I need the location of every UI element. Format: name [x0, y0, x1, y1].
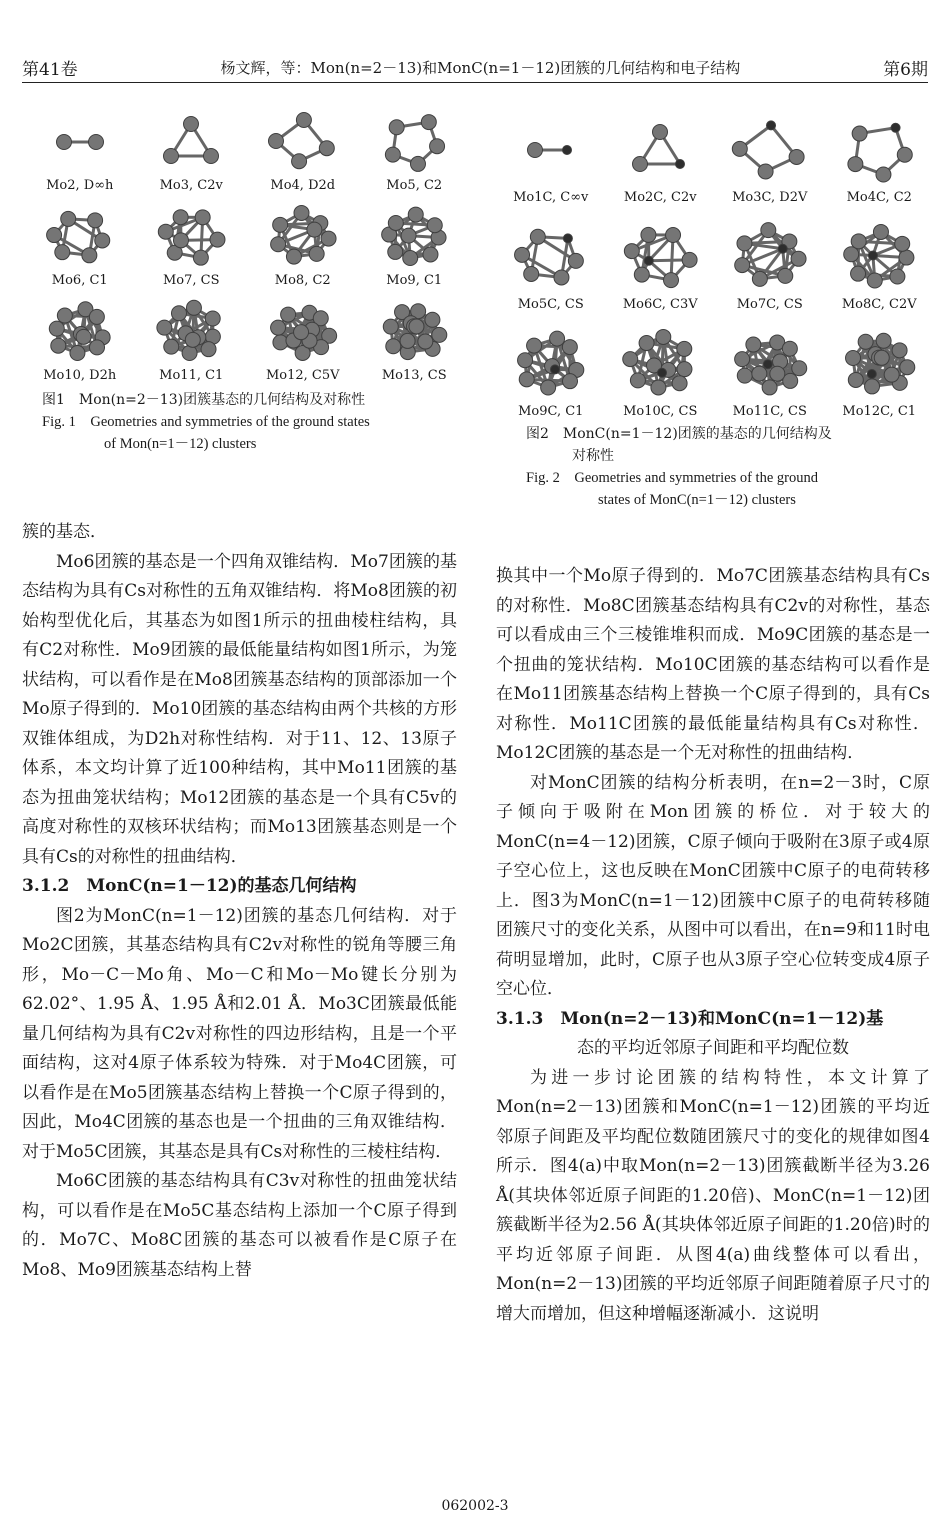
cluster-structure: [363, 108, 467, 193]
mo-atom: [874, 224, 889, 239]
carbon-atom: [676, 160, 685, 169]
mo-atom: [732, 141, 747, 156]
cluster-label: Mo2C, C2v: [623, 190, 697, 205]
mo-atom: [677, 341, 692, 356]
cluster-label: Mo11C, CS: [732, 404, 807, 419]
figure-2-caption-en-2: states of MonC(n=1－12) clusters: [598, 492, 796, 508]
cluster-structure: [363, 298, 467, 383]
mo-atom: [875, 350, 890, 365]
mo-atom: [422, 115, 437, 130]
mo-atom: [272, 217, 287, 232]
cluster-structure: [719, 112, 821, 205]
mo-atom: [526, 338, 541, 353]
mo-atom: [884, 367, 899, 382]
carbon-atom: [868, 369, 877, 378]
cluster-label: Mo12C, C1: [842, 404, 917, 419]
mo-atom: [70, 346, 85, 361]
mo-atom: [651, 380, 666, 395]
cluster-structure: [829, 219, 931, 312]
cluster-structure: [500, 219, 602, 312]
mo-atom: [51, 338, 66, 353]
cluster-structure: [829, 112, 931, 205]
cluster-label: Mo8, C2: [274, 273, 331, 288]
mo-atom: [210, 232, 225, 247]
mo-atom: [737, 236, 752, 251]
mo-atom: [270, 320, 285, 335]
mo-atom: [195, 210, 210, 225]
mo-atom: [164, 149, 179, 164]
cluster-image: [834, 219, 924, 295]
mo-atom: [57, 308, 72, 323]
mo-atom: [633, 157, 648, 172]
mo-atom: [418, 334, 433, 349]
mo-atom: [270, 237, 285, 252]
mo-atom: [321, 231, 336, 246]
cluster-label: Mo10, D2h: [43, 368, 117, 383]
mo-atom: [56, 135, 71, 150]
cluster-label: Mo2, D∞h: [46, 178, 114, 193]
mo-atom: [664, 273, 679, 288]
mo-atom: [159, 224, 174, 239]
mo-atom: [656, 329, 671, 344]
cluster-label: Mo9, C1: [386, 273, 443, 288]
mo-atom: [286, 249, 301, 264]
mo-atom: [408, 207, 423, 222]
mo-atom: [89, 309, 104, 324]
mo-atom: [309, 246, 324, 261]
cluster-structure: [251, 108, 355, 193]
mo-atom: [734, 258, 749, 273]
mo-atom: [852, 126, 867, 141]
cluster-image: [834, 326, 924, 402]
cluster-image: [35, 108, 125, 176]
mo-atom: [762, 380, 777, 395]
figure-2-grid: [500, 112, 930, 419]
cluster-label: Mo4C, C2: [846, 190, 912, 205]
mo-atom: [430, 139, 445, 154]
mo-atom: [164, 339, 179, 354]
cluster-structure: [500, 112, 602, 205]
mo-atom: [514, 247, 529, 262]
issue-label: 第6期: [883, 59, 928, 80]
mo-atom: [204, 149, 219, 164]
cluster-label: Mo3C, D2V: [732, 190, 808, 205]
figure-2-caption-cn-2: 对称性: [572, 448, 614, 464]
mo-atom: [778, 268, 793, 283]
cluster-structure: [610, 219, 712, 312]
cluster-label: Mo13, CS: [381, 368, 447, 383]
carbon-atom: [550, 365, 559, 374]
paragraph: 换其中一个Mo原子得到的．Mo7C团簇基态结构具有Cs的对称性．Mo8C团簇基态结构具有C2v的对称性，基态可以看成由三个三棱锥堆积而成．Mo9C团簇的基态是一个扭曲的笼状结构．Mo10C团簇的基态结构可以看作是在Mo11团簇基态结构上替换一个C原子得到的，具有Cs对称性．Mo11C团簇的最低能量结构具有Cs对称性．Mo12C团簇的基态是一个无对称性的扭曲结构．: [496, 566, 930, 763]
header-rule: [22, 82, 928, 83]
cluster-image: [369, 108, 459, 176]
mo-atom: [734, 352, 749, 367]
cluster-structure: [28, 108, 132, 193]
cluster-image: [506, 326, 596, 402]
mo-atom: [425, 312, 440, 327]
mo-atom: [849, 372, 864, 387]
mo-atom: [268, 133, 283, 148]
cluster-image: [35, 298, 125, 366]
mo-atom: [523, 266, 538, 281]
mo-atom: [848, 157, 863, 172]
cluster-structure: [140, 108, 244, 193]
mo-atom: [761, 223, 776, 238]
mo-atom: [157, 320, 172, 335]
mo-atom: [411, 156, 426, 171]
mo-atom: [205, 311, 220, 326]
mo-atom: [55, 245, 70, 260]
cluster-image: [369, 203, 459, 271]
mo-atom: [895, 236, 910, 251]
cluster-label: Mo6, C1: [51, 273, 108, 288]
mo-atom: [307, 222, 322, 237]
mo-atom: [899, 250, 914, 265]
cluster-image: [146, 298, 236, 366]
mo-atom: [898, 147, 913, 162]
mo-atom: [389, 120, 404, 135]
mo-atom: [562, 340, 577, 355]
figure-2-caption-cn-1: 图2 MonC(n=1－12)团簇的基态的几何结构及: [526, 426, 832, 442]
figure-2-caption-en-1: Fig. 2 Geometries and symmetries of the ground: [526, 470, 818, 486]
mo-atom: [846, 350, 861, 365]
mo-atom: [892, 343, 907, 358]
mo-atom: [428, 218, 443, 233]
mo-atom: [89, 340, 104, 355]
mo-atom: [789, 149, 804, 164]
mo-atom: [517, 353, 532, 368]
cluster-label: Mo8C, C2V: [841, 297, 917, 312]
mo-atom: [858, 334, 873, 349]
paragraph: 对MonC团簇的结构分析表明，在n=2－3时，C原子倾向于吸附在Mon团簇的桥位．对于较大的MonC(n=4－12)团簇，C原子倾向于吸附在3原子或4原子空心位上，这也反映在MonC团簇中C原子的电荷转移上．图3为MonC(n=1－12)团簇中C原子的电荷转移随团簇尺寸的变化关系，从图中可以看出，在n=9和11时电荷明显增加，此时，C原子也从3原子空心位转变成4原子空心位．: [496, 772, 930, 999]
cluster-image: [146, 203, 236, 271]
mo-atom: [319, 141, 334, 156]
cluster-structure: [28, 203, 132, 288]
carbon-atom: [562, 146, 571, 155]
cluster-image: [615, 326, 705, 402]
mo-atom: [386, 147, 401, 162]
mo-atom: [868, 273, 883, 288]
carbon-atom: [778, 244, 787, 253]
mo-atom: [876, 167, 891, 182]
mo-atom: [770, 366, 785, 381]
mo-atom: [76, 329, 91, 344]
mo-atom: [876, 333, 891, 348]
mo-atom: [401, 228, 416, 243]
mo-atom: [403, 251, 418, 266]
mo-atom: [851, 234, 866, 249]
cluster-image: [725, 326, 815, 402]
cluster-label: Mo4, D2d: [270, 178, 336, 193]
cluster-structure: [363, 203, 467, 288]
mo-atom: [296, 112, 311, 127]
mo-atom: [194, 250, 209, 265]
cluster-image: [834, 112, 924, 188]
mo-atom: [562, 374, 577, 389]
carbon-atom: [766, 121, 775, 130]
running-header: [22, 52, 928, 82]
mo-atom: [386, 339, 401, 354]
mo-atom: [530, 229, 545, 244]
carbon-atom: [869, 251, 878, 260]
mo-atom: [527, 143, 542, 158]
mo-atom: [549, 331, 564, 346]
cluster-label: Mo11, C1: [159, 368, 224, 383]
mo-atom: [752, 271, 767, 286]
mo-atom: [737, 368, 752, 383]
figure-1-caption-en-1: Fig. 1 Geometries and symmetries of the ground states: [42, 414, 370, 430]
cluster-image: [506, 112, 596, 188]
carbon-atom: [645, 256, 654, 265]
cluster-label: Mo5, C2: [386, 178, 443, 193]
mo-atom: [94, 233, 109, 248]
figure-1-caption-en-2: of Mon(n=1－12) clusters: [104, 436, 257, 452]
figure-1-caption-cn: 图1 Mon(n=2－13)团簇基态的几何结构及对称性: [42, 392, 366, 408]
mo-atom: [174, 233, 189, 248]
cluster-image: [725, 219, 815, 295]
mo-atom: [173, 210, 188, 225]
cluster-image: [258, 298, 348, 366]
section-heading-3-1-2: 3.1.2 MonC(n=1－12)的基态几何结构: [22, 876, 357, 896]
mo-atom: [388, 244, 403, 259]
mo-atom: [890, 269, 905, 284]
cluster-structure: [251, 298, 355, 383]
cluster-image: [258, 203, 348, 271]
cluster-image: [35, 203, 125, 271]
left-column: [22, 518, 457, 1285]
mo-atom: [851, 266, 866, 281]
mo-atom: [409, 319, 424, 334]
mo-atom: [568, 253, 583, 268]
paragraph: 为进一步讨论团簇的结构特性，本文计算了Mon(n=2－13)团簇和MonC(n=1－12)团簇的平均近邻原子间距及平均配位数随团簇尺寸的变化的规律如图4所示．图4(a)中取Mon(n=2－13)团簇截断半径为3.26 Å(其块体邻近原子间距的1.20倍)、MonC(n=1－12)团簇截断半径为2.56 Å(其块体邻近原子间距的1.20倍)时的平均近邻原子间距．从图4(a)曲线整体可以看出，Mon(n=2－13)团簇的平均近邻原子间距随着原子尺寸的增大而增加，但这种增幅逐渐减小．这说明: [496, 1067, 930, 1324]
carbon-atom: [763, 360, 772, 369]
cluster-label: Mo3, C2v: [159, 178, 223, 193]
cluster-structure: [251, 203, 355, 288]
cluster-structure: [500, 326, 602, 419]
paragraph: 簇的基态．: [22, 522, 107, 542]
mo-atom: [540, 380, 555, 395]
cluster-label: Mo7, CS: [162, 273, 220, 288]
carbon-atom: [658, 368, 667, 377]
mo-atom: [639, 336, 654, 351]
mo-atom: [384, 319, 399, 334]
mo-atom: [752, 366, 767, 381]
mo-atom: [88, 135, 103, 150]
cluster-image: [615, 219, 705, 295]
carbon-atom: [563, 234, 572, 243]
mo-atom: [46, 228, 61, 243]
mo-atom: [82, 248, 97, 263]
mo-atom: [782, 341, 797, 356]
section-heading-3-1-3: 3.1.3 Mon(n=2－13)和MonC(n=1－12)基: [496, 1008, 884, 1029]
mo-atom: [187, 300, 202, 315]
mo-atom: [432, 327, 447, 342]
mo-atom: [758, 164, 773, 179]
mo-atom: [293, 325, 308, 340]
mo-atom: [423, 247, 438, 262]
mo-atom: [172, 306, 187, 321]
mo-atom: [900, 360, 915, 375]
mo-atom: [400, 333, 415, 348]
mo-atom: [791, 361, 806, 376]
mo-atom: [294, 205, 309, 220]
cluster-structure: [829, 326, 931, 419]
mo-atom: [865, 379, 880, 394]
paragraph: Mo6C团簇的基态结构具有C3v对称性的扭曲笼状结构，可以看作是在Mo5C基态结构上添加一个C原子得到的．Mo7C、Mo8C团簇的基态可以被看作是C原子在Mo8、Mo9团簇基态结构上替: [22, 1171, 457, 1280]
mo-atom: [672, 376, 687, 391]
mo-atom: [186, 332, 201, 347]
page-number: 062002-3: [441, 1498, 509, 1514]
volume-label: 第41卷: [22, 59, 78, 80]
cluster-label: Mo5C, CS: [517, 297, 584, 312]
figure-1: [28, 108, 466, 455]
mo-atom: [60, 211, 75, 226]
cluster-label: Mo9C, C1: [518, 404, 584, 419]
mo-atom: [201, 342, 216, 357]
cluster-structure: [719, 326, 821, 419]
mo-atom: [623, 352, 638, 367]
mo-atom: [653, 125, 668, 140]
cluster-image: [369, 298, 459, 366]
mo-atom: [682, 252, 697, 267]
cluster-image: [258, 108, 348, 176]
mo-atom: [666, 228, 681, 243]
cluster-label: Mo12, C5V: [265, 368, 340, 383]
paragraph: Mo6团簇的基态是一个四角双锥结构．Mo7团簇的基态结构为具有Cs对称性的五角双锥结构．将Mo8团簇的初始构型优化后，其基态为如图1所示的扭曲棱柱结构，具有C2对称性．Mo9团簇的最低能量结构如图1所示，为笼状结构，可以看作是在Mo8团簇基态结构的顶部添加一个Mo原子得到的．Mo10团簇的基态结构由两个共核的方形双锥体组成，为D2h对称性结构．对于11、12、13原子体系，本文均计算了近100种结构，其中Mo11团簇的基态为扭曲笼状结构；Mo12团簇的基态是一个具有C5v的高度对称性的双核环状结构；而Mo13团簇基态则是一个具有Cs的对称性的扭曲结构．: [22, 551, 457, 867]
cluster-structure: [140, 298, 244, 383]
running-title: 杨文辉，等：Mon(n=2－13)和MonC(n=1－12)团簇的几何结构和电子结构: [220, 58, 741, 77]
section-heading-3-1-3-cont: 态的平均近邻原子间距和平均配位数: [577, 1038, 849, 1058]
mo-atom: [625, 244, 640, 259]
mo-atom: [791, 251, 806, 266]
mo-atom: [746, 337, 761, 352]
mo-atom: [677, 362, 692, 377]
cluster-label: Mo10C, CS: [623, 404, 698, 419]
mo-atom: [182, 346, 197, 361]
cluster-image: [146, 108, 236, 176]
mo-atom: [291, 154, 306, 169]
mo-atom: [631, 373, 646, 388]
mo-atom: [184, 117, 199, 132]
cluster-label: Mo1C, C∞v: [513, 190, 589, 205]
cluster-structure: [610, 326, 712, 419]
mo-atom: [389, 215, 404, 230]
cluster-image: [506, 219, 596, 295]
mo-atom: [635, 267, 650, 282]
cluster-label: Mo7C, CS: [736, 297, 803, 312]
figure-1-grid: [28, 108, 466, 383]
cluster-structure: [610, 112, 712, 205]
mo-atom: [280, 307, 295, 322]
cluster-structure: [28, 298, 132, 383]
right-column: [496, 562, 930, 1329]
cluster-structure: [719, 219, 821, 312]
mo-atom: [641, 227, 656, 242]
figure-2: [500, 112, 930, 511]
carbon-atom: [891, 123, 900, 132]
mo-atom: [49, 321, 64, 336]
cluster-image: [725, 112, 815, 188]
mo-atom: [87, 213, 102, 228]
cluster-structure: [140, 203, 244, 288]
paragraph: 图2为MonC(n=1－12)团簇的基态几何结构．对于Mo2C团簇，其基态结构具有C2v对称性的锐角等腰三角形，Mo－C－Mo角、Mo－C和Mo－Mo键长分别为62.02°、1.95 Å、1.95 Å和2.01 Å．Mo3C团簇最低能量几何结构为具有C2v对称性的四边形结构，且是一个平面结构，这对4原子体系较为特殊．对于Mo4C团簇，可以看作是在Mo5团簇基态结构上替换一个C原子得到的，因此，Mo4C团簇的基态也是一个扭曲的三角双锥结构．对于Mo5C团簇，其基态是具有Cs对称性的三棱柱结构．: [22, 905, 457, 1162]
cluster-label: Mo6C, C3V: [622, 297, 698, 312]
cluster-image: [615, 112, 705, 188]
mo-atom: [519, 372, 534, 387]
mo-atom: [554, 270, 569, 285]
